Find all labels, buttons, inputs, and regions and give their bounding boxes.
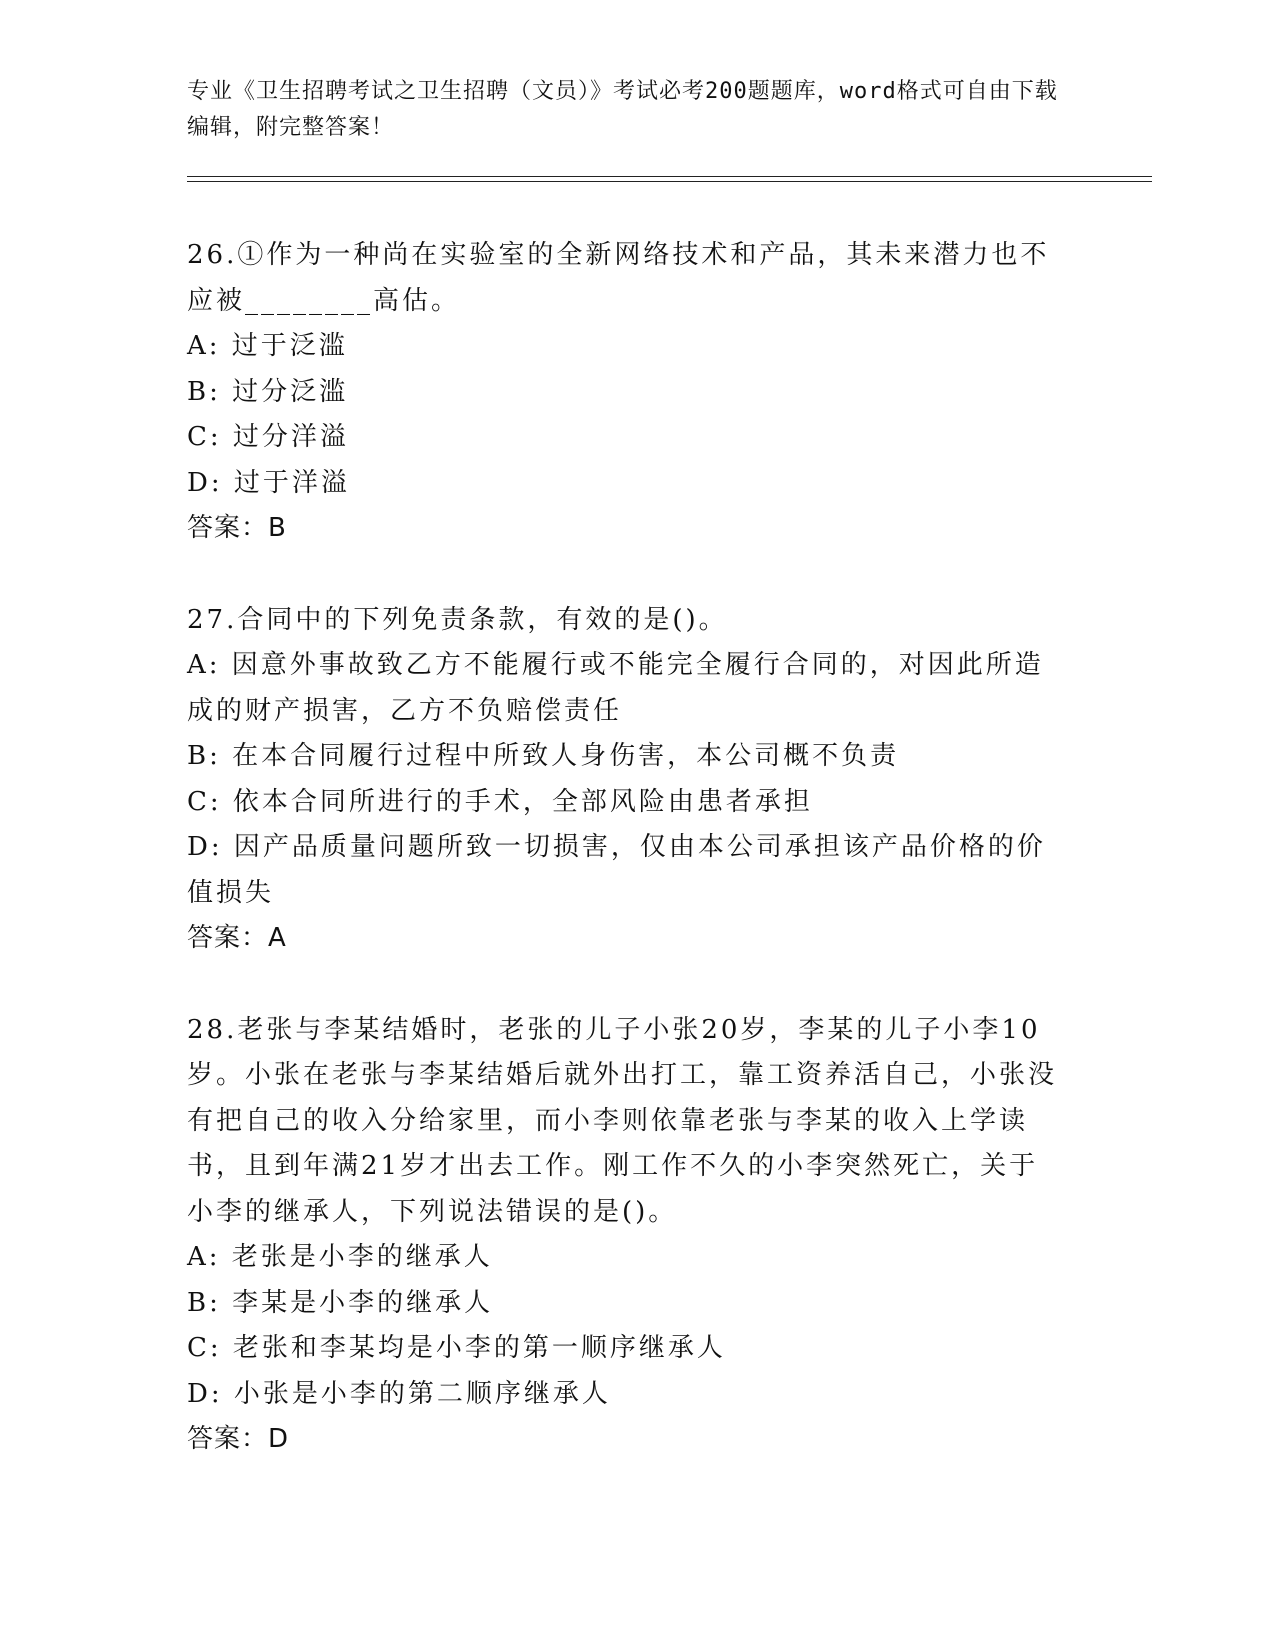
option-a: A: 因意外事故致乙方不能履行或不能完全履行合同的，对因此所造成的财产损害，乙方不负赔偿责任	[187, 650, 1044, 726]
document-header: 专业《卫生招聘考试之卫生招聘（文员）》考试必考200题题库，word格式可自由下载编辑，附完整答案！	[187, 79, 1058, 140]
option-b: B: 李某是小李的继承人	[187, 1287, 494, 1318]
answer-label: 答案：D	[187, 1424, 290, 1454]
option-d: D: 小张是小李的第二顺序继承人	[187, 1378, 611, 1409]
question-stem: 26.①作为一种尚在实验室的全新网络技术和产品，其未来潜力也不应被________高估。	[187, 240, 1050, 316]
option-a: A: 过于泛滥	[187, 331, 348, 361]
question-28	[187, 1008, 1067, 1463]
question-26	[187, 233, 1067, 552]
option-b: B: 过分泛滥	[187, 376, 349, 407]
header-rule-bottom	[187, 181, 1152, 182]
option-a: A: 老张是小李的继承人	[187, 1242, 493, 1272]
answer-label: 答案：A	[187, 923, 287, 953]
option-d: D: 过于洋溢	[187, 467, 350, 498]
option-c: C: 老张和李某均是小李的第一顺序继承人	[187, 1333, 726, 1363]
option-c: C: 依本合同所进行的手术，全部风险由患者承担	[187, 786, 813, 817]
question-stem: 27.合同中的下列免责条款，有效的是()。	[187, 604, 728, 635]
header-rule-top	[187, 176, 1152, 177]
question-list	[187, 233, 1067, 1509]
question-stem: 28.老张与李某结婚时，老张的儿子小张20岁，李某的儿子小李10岁。小张在老张与李某结婚后就外出打工，靠工资养活自己，小张没有把自己的收入分给家里，而小李则依靠老张与李某的收入上学读书，且到年满21岁才出去工作。刚工作不久的小李突然死亡，关于小李的继承人，下列说法错误的是()。	[187, 1014, 1058, 1227]
answer-label: 答案：B	[187, 513, 287, 543]
question-27	[187, 598, 1067, 962]
option-d: D: 因产品质量问题所致一切损害，仅由本公司承担该产品价格的价值损失	[187, 832, 1046, 908]
option-b: B: 在本合同履行过程中所致人身伤害，本公司概不负责	[187, 741, 900, 771]
option-c: C: 过分洋溢	[187, 422, 349, 452]
